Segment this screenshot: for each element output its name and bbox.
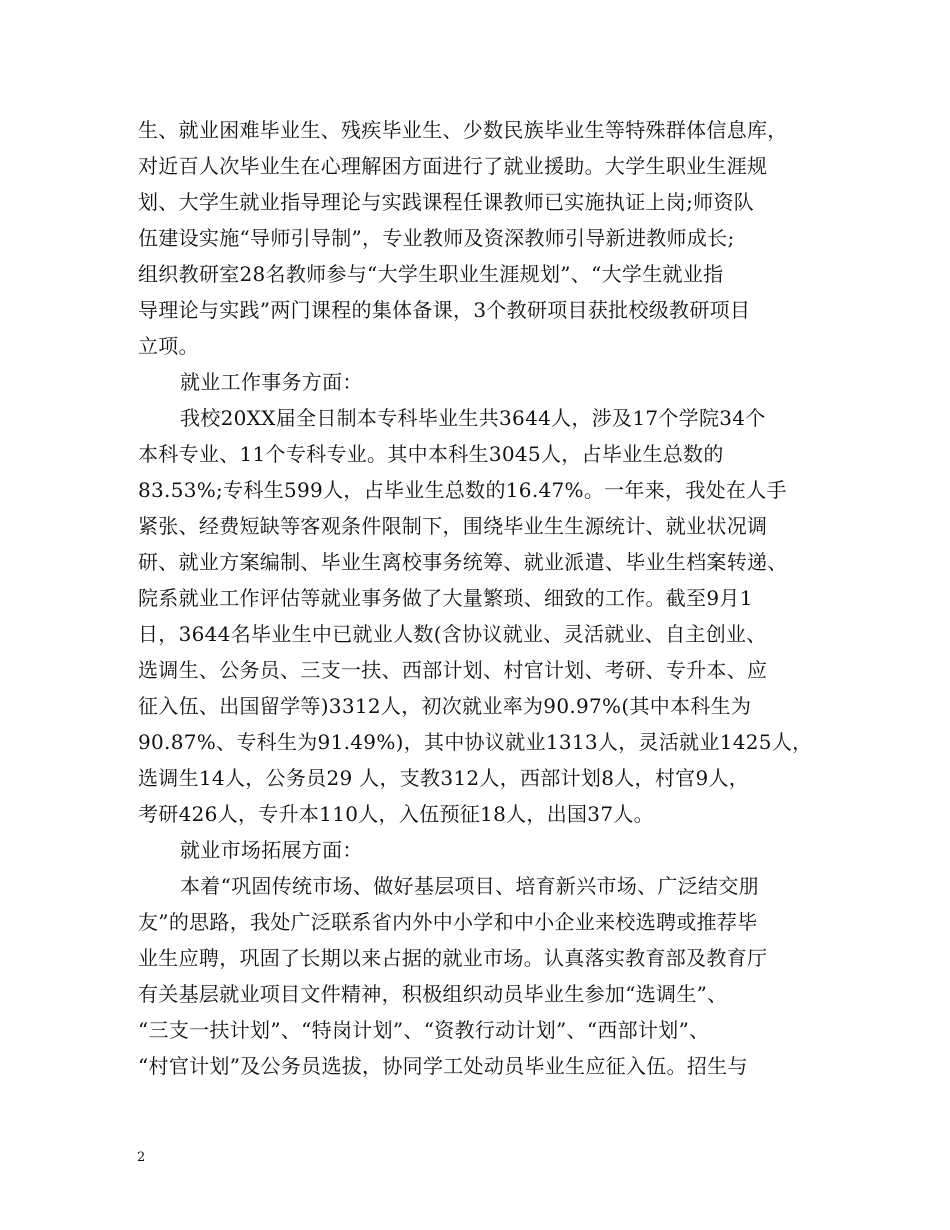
- text-line: 导理论与实践”两门课程的集体备课，3个教研项目获批校级教研项目: [138, 298, 751, 322]
- text-line: “村官计划”及公务员选拔，协同学工处动员毕业生应征入伍。招生与: [138, 1054, 748, 1078]
- text-line: 对近百人次毕业生在心理解困方面进行了就业援助。大学生职业生涯规: [138, 154, 768, 178]
- body-text: [138, 112, 823, 1084]
- text-line: 日，3644名毕业生中已就业人数(含协议就业、灵活就业、自主创业、: [138, 622, 767, 646]
- text-line: 选调生、公务员、三支一扶、西部计划、村官计划、考研、专升本、应: [138, 658, 768, 682]
- text-line: 紧张、经费短缺等客观条件限制下，围绕毕业生生源统计、就业状况调: [138, 514, 768, 538]
- text-line: 本着“巩固传统市场、做好基层项目、培育新兴市场、广泛结交朋: [180, 874, 759, 898]
- text-line: 征入伍、出国留学等)3312人，初次就业率为90.97%(其中本科生为: [138, 694, 752, 718]
- text-line: 就业工作事务方面：: [180, 370, 363, 394]
- text-line: 研、就业方案编制、毕业生离校事务统筹、就业派遣、毕业生档案转递、: [138, 550, 788, 574]
- text-line: 83.53%;专科生599人，占毕业生总数的16.47%。一年来，我处在人手: [138, 478, 787, 502]
- text-line: 有关基层就业项目文件精神，积极组织动员毕业生参加“选调生”、: [138, 982, 728, 1006]
- page-number: 2: [137, 1150, 146, 1165]
- text-line: “三支一扶计划”、“特岗计划”、“资教行动计划”、“西部计划”、: [138, 1018, 710, 1042]
- text-line: 划、大学生就业指导理论与实践课程任课教师已实施执证上岗;师资队: [138, 190, 755, 214]
- text-line: 生、就业困难毕业生、残疾毕业生、少数民族毕业生等特殊群体信息库，: [138, 118, 788, 142]
- text-line: 友”的思路，我处广泛联系省内外中小学和中小企业来校选聘或推荐毕: [138, 910, 758, 934]
- text-line: 选调生14人，公务员29 人，支教312人，西部计划8人，村官9人，: [138, 766, 750, 790]
- text-line: 90.87%、专科生为91.49%)，其中协议就业1313人，灵活就业1425人，: [138, 730, 813, 754]
- text-line: 伍建设实施“导师引导制”，专业教师及资深教师引导新进教师成长;: [138, 226, 735, 250]
- text-line: 立项。: [138, 334, 199, 358]
- text-line: 我校20XX届全日制本专科毕业生共3644人，涉及17个学院34个: [180, 406, 766, 430]
- text-line: 考研426人，专升本110人，入伍预征18人，出国37人。: [138, 802, 654, 826]
- text-line: 就业市场拓展方面：: [180, 838, 363, 862]
- text-line: 本科专业、11个专科专业。其中本科生3045人，占毕业生总数的: [138, 442, 724, 466]
- text-line: 院系就业工作评估等就业事务做了大量繁琐、细致的工作。截至9月1: [138, 586, 753, 610]
- text-line: 业生应聘，巩固了长期以来占据的就业市场。认真落实教育部及教育厅: [138, 946, 768, 970]
- text-line: 组织教研室28名教师参与“大学生职业生涯规划”、“大学生就业指: [138, 262, 724, 286]
